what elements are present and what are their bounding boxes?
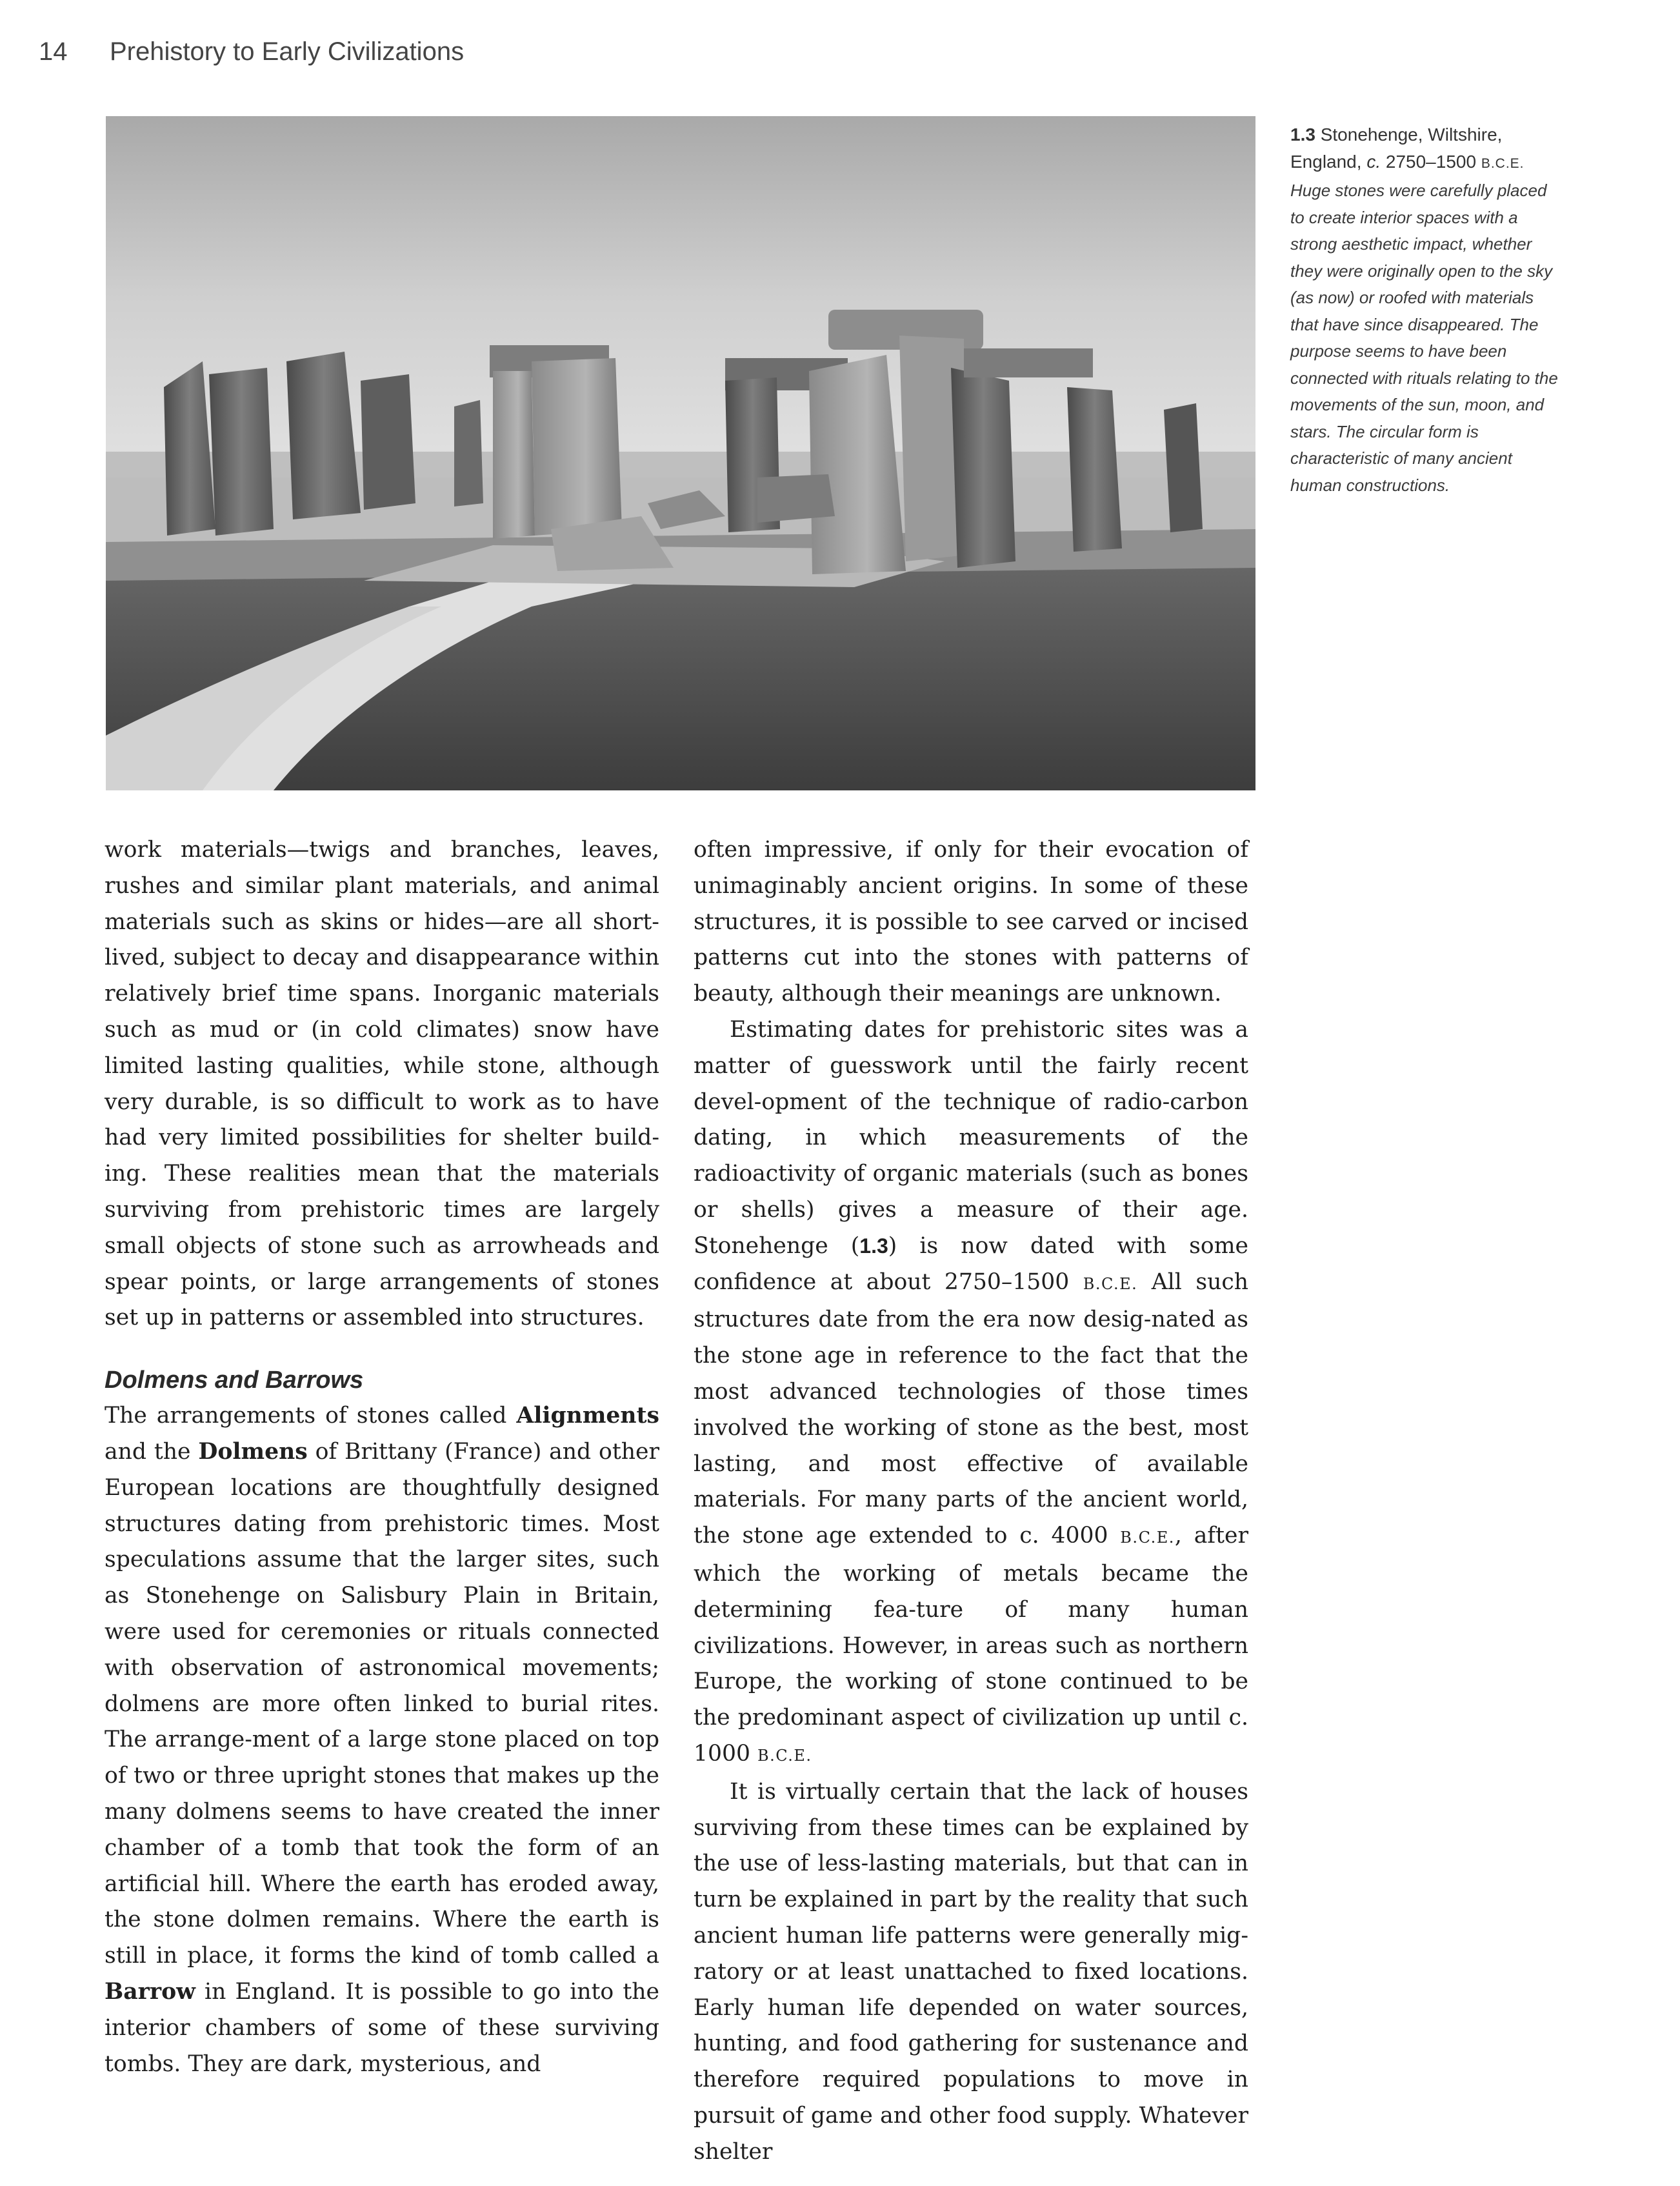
running-title: Prehistory to Early Civilizations xyxy=(110,37,465,66)
caption-title xyxy=(1290,121,1561,177)
right-p2-text-d: , after which the working of metals became the determining fea-ture of many human civilizations. However, in areas such as northern Europe, the working of stone continued to be the predominant aspect of civilization up until c. 1000 xyxy=(694,1523,1248,1767)
left-p2-text-d: in England. It is possible to go into the interior chambers of some of these surviving tombs. They are dark, mysterious, and xyxy=(105,1978,659,2077)
era-2: B.C.E. xyxy=(1120,1529,1175,1547)
stonehenge-photo xyxy=(106,116,1255,790)
caption-description: Huge stones were carefully placed to create interior spaces with a strong aesthetic impact, whether they were originally open to the sky (as now) or roofed with materials that have since disappeared. The purpose seems to have been connected with rituals relating to the movements of the sun, moon, and stars. The circular form is characteristic of many ancient human constructions. xyxy=(1290,181,1558,495)
right-paragraph-3: It is virtually certain that the lack of houses surviving from these times can be explained by the use of less-lasting materials, but that can in turn be explained in part by the reality that such ancient human life patterns were generally mig-ratory or at least unattached to fixed locations. Early human life depended on water sources, hunting, and food gathering for sustenance and therefore required populations to move in pursuit of game and other food supply. Whatever shelter xyxy=(694,1778,1248,2165)
left-p2-text-a: The arrangements of stones called xyxy=(105,1403,517,1429)
right-paragraph-1: often impressive, if only for their evocation of unimaginably ancient origins. In some of these structures, it is possible to see carved or incised patterns cut into the stones with patterns of beauty, although their meanings are unknown. xyxy=(694,837,1248,1007)
stonehenge-photo-illustration xyxy=(106,116,1255,790)
figure-date-prefix: c. xyxy=(1366,152,1381,172)
left-p2-text-b: and the xyxy=(105,1438,199,1465)
figure-date: 2750–1500 xyxy=(1385,152,1477,172)
era-1: B.C.E. xyxy=(1083,1274,1138,1293)
left-paragraph-2 xyxy=(105,1398,659,2082)
running-head xyxy=(39,37,464,66)
right-p2-text-b: ) is now dated with some confidence at about 2750–1500 xyxy=(694,1232,1248,1295)
left-paragraph-1: work materials—twigs and branches, leaves, rushes and similar plant materials, and animal materials such as skins or hides—are all short-lived, subject to decay and disappearance within relatively brief time spans. Inorganic materials such as mud or (in cold climates) snow have limited lasting qualities, while stone, although very durable, is so difficult to work as to have had very limited possibilities for shelter build-ing. These realities mean that the materials surviving from prehistoric times are largely small objects of stone such as arrowheads and spear points, or large arrangements of stones set up in patterns or assembled into structures. xyxy=(105,837,659,1331)
right-p2-text-a: Estimating dates for prehistoric sites was a matter of guesswork until the fairly recent devel-opment of the technique of radio-carbon dating, in which measurements of the radioactivity of organic materials (such as bones or shells) gives a measure of their age. Stonehenge ( xyxy=(694,1016,1248,1259)
page-number: 14 xyxy=(39,37,68,66)
right-p2-text-c: All such structures date from the era now desig-nated as the stone age in reference to the fact that the most advanced technologies of those times involved the working of stone as the best, most lasting, and most effective of available materials. For many parts of the ancient world, the stone age extended to c. 4000 xyxy=(694,1268,1248,1549)
figure-title: Stonehenge, Wiltshire, England, xyxy=(1290,125,1503,172)
right-column xyxy=(694,832,1248,2170)
figure-number: 1.3 xyxy=(1290,125,1315,145)
era-3: B.C.E. xyxy=(757,1746,812,1765)
section-heading: Dolmens and Barrows xyxy=(105,1367,364,1394)
figure-era: B.C.E. xyxy=(1481,156,1525,171)
left-p2-text-c: of Brittany (France) and other European locations are thoughtfully designed structures dating from prehistoric times. Most speculations assume that the larger sites, such as Stonehenge on Salisbury Plain in Britain, were used for ceremonies or rituals connected with observation of astronomical movements; dolmens are more often linked to burial rites. The arrange-ment of a large stone placed on top of two or three upright stones that makes up the many dolmens seems to have created the inner chamber of a tomb that took the form of an artificial hill. Where the earth has eroded away, the stone dolmen remains. Where the earth is still in place, it forms the kind of tomb called a xyxy=(105,1438,659,1969)
term-barrow: Barrow xyxy=(105,1978,195,2005)
left-column xyxy=(105,832,659,2082)
right-paragraph-2 xyxy=(694,1012,1248,1774)
term-dolmens: Dolmens xyxy=(198,1438,308,1465)
term-alignments: Alignments xyxy=(516,1403,659,1429)
figure-caption xyxy=(1290,121,1561,499)
figure-reference: 1.3 xyxy=(859,1234,888,1258)
